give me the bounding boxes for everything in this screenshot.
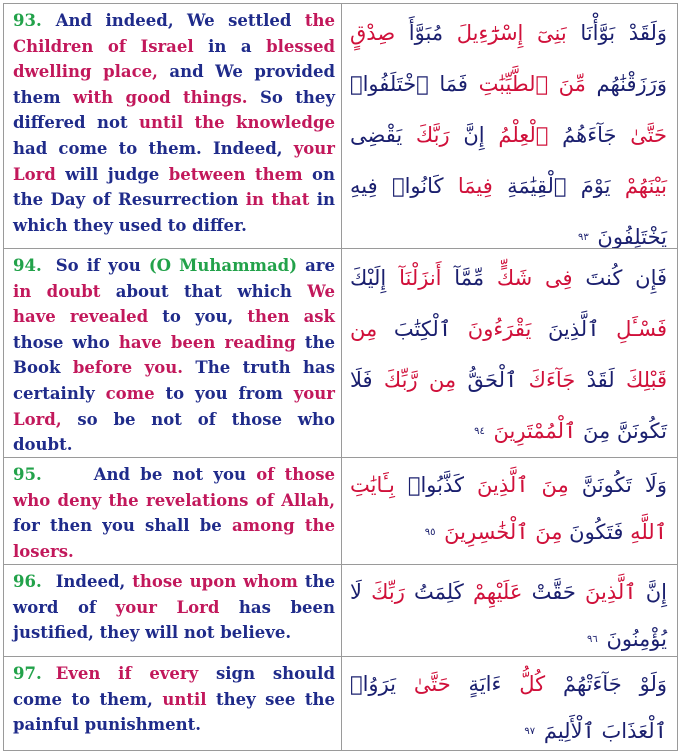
arabic-segment: لَقَدْ xyxy=(575,368,626,392)
arabic-segment: ٱلَّذِينَ xyxy=(585,580,637,604)
arabic-segment: فَمَا ٱخْتَلَفُوا۟ xyxy=(350,72,479,96)
verse-row-93 xyxy=(3,3,678,249)
arabic-segment: مِن قَبْلِكَ xyxy=(350,317,667,392)
translation-segment: in a xyxy=(193,36,267,56)
arabic-segment: كَذَّبُوا۟ xyxy=(394,473,477,497)
verse-table xyxy=(3,3,678,751)
verse-94-arabic xyxy=(340,249,677,457)
translation-segment: about that which xyxy=(100,281,308,301)
translation-segment: before you. xyxy=(72,358,183,378)
translation-segment: those who xyxy=(13,332,119,352)
translation-segment: The truth has certainly xyxy=(13,358,335,403)
verse-97-arabic xyxy=(340,657,677,750)
translation-segment: to you from xyxy=(154,383,294,403)
arabic-segment: فِيمَا xyxy=(457,174,493,198)
arabic-segment: رَبَّكَ xyxy=(415,123,450,147)
arabic-segment: إِنَّ xyxy=(449,123,499,147)
arabic-segment: فَتَكُونَ xyxy=(562,520,631,544)
translation-segment: for then you shall be xyxy=(13,516,232,536)
arabic-segment: ٱلْعِلْمُ xyxy=(498,123,549,147)
translation-segment: your Lord xyxy=(115,597,220,617)
translation-segment: on the Day of Resurrection xyxy=(13,164,336,210)
verse-97-translation xyxy=(4,657,342,750)
arabic-segment: فَلَا تَكُونَنَّ مِنَ xyxy=(350,368,667,443)
arabic-segment: رَبِّكَ xyxy=(371,580,405,604)
verse-number: 96. xyxy=(13,572,42,591)
arabic-segment: مِّنَ ٱلطَّيِّبَٰتِ xyxy=(478,72,586,96)
arabic-segment: مِّمَّآ xyxy=(441,266,497,290)
translation-segment: blessed dwelling place, xyxy=(13,36,335,82)
verse-96-translation xyxy=(4,565,342,656)
verse-number: 95. xyxy=(13,465,42,484)
arabic-segment: ءَايَةٍ xyxy=(450,672,520,696)
arabic-segment: مِنَ ٱلْخَٰسِرِينَ xyxy=(444,520,563,544)
arabic-segment: يَقْضِى xyxy=(350,123,416,147)
arabic-segment: مُبَوَّأَ xyxy=(395,21,457,45)
translation-segment: the word of xyxy=(13,572,335,617)
translation-segment: Indeed, xyxy=(55,572,133,591)
translation-segment: We have revealed xyxy=(13,281,335,327)
arabic-segment: وَلَوْ جَآءَتْهُمْ xyxy=(545,672,667,696)
arabic-segment: فِى شَكٍّ xyxy=(496,266,573,290)
verse-number: 97. xyxy=(13,664,42,683)
verse-number: 94. xyxy=(13,256,42,275)
translation-segment: the revelations of Allah, xyxy=(108,490,336,510)
translation-segment: will judge xyxy=(55,164,169,184)
translation-segment: have been reading xyxy=(118,332,296,352)
translation-segment: And indeed, xyxy=(55,11,174,30)
ayah-end-marker: ٩٧ xyxy=(524,726,536,737)
arabic-segment: يَرَوُا۟ ٱلْعَذَابَ ٱلْأَلِيمَ xyxy=(350,672,667,743)
verse-row-96 xyxy=(3,564,678,657)
arabic-segment: حَتَّىٰ xyxy=(413,672,451,696)
translation-segment: until xyxy=(162,689,207,709)
translation-segment: So if you xyxy=(55,256,149,275)
verse-96-arabic xyxy=(340,565,677,656)
arabic-segment: إِلَيْكَ xyxy=(350,266,400,290)
arabic-segment: بِـَٔايَٰتِ ٱللَّهِ xyxy=(350,473,667,544)
arabic-segment: يَقْرَءُونَ xyxy=(467,317,532,341)
translation-segment: Even if every xyxy=(55,664,199,683)
translation-segment: And be not you xyxy=(93,465,257,484)
arabic-segment: جَآءَكَ xyxy=(528,368,576,392)
arabic-segment: لَا يُؤْمِنُونَ xyxy=(350,580,667,651)
arabic-segment: وَلَا تَكُونَنَّ xyxy=(568,473,667,497)
arabic-segment: جَآءَهُمُ xyxy=(548,123,631,147)
arabic-segment: أَنزَلْنَآ xyxy=(399,266,442,290)
translation-segment: (O Muhammad) xyxy=(148,256,298,275)
verse-93-arabic xyxy=(340,4,677,248)
verse-number: 93. xyxy=(13,11,42,30)
translation-segment: among the losers. xyxy=(13,516,335,561)
arabic-segment: بَنِىٓ إِسْرَٰٓءِيلَ xyxy=(456,21,567,45)
translation-segment: in which they used to differ. xyxy=(13,190,335,235)
arabic-segment: عَلَيْهِمْ xyxy=(472,580,523,604)
translation-segment: We settled xyxy=(173,11,305,30)
ayah-end-marker: ٩٥ xyxy=(424,527,436,538)
translation-segment: has been justified, they will not believe. xyxy=(13,597,335,643)
arabic-segment: كُلُّ xyxy=(519,672,546,696)
translation-segment: with good things. xyxy=(73,87,248,107)
translation-segment: between them xyxy=(168,164,303,184)
translation-segment xyxy=(101,491,108,510)
arabic-segment: فَإِن كُنتَ xyxy=(572,266,668,290)
arabic-segment: ٱلْمُمْتَرِينَ xyxy=(493,419,577,443)
verse-row-97 xyxy=(3,656,678,751)
verse-row-95 xyxy=(3,457,678,565)
arabic-segment: وَلَقَدْ بَوَّأْنَا xyxy=(566,21,667,45)
translation-segment: in that xyxy=(245,190,310,210)
translation-segment: those upon whom xyxy=(132,572,298,591)
translation-segment: then ask xyxy=(247,307,335,327)
translation-segment: come xyxy=(105,383,155,403)
arabic-segment: حَقَّتْ xyxy=(522,580,586,604)
arabic-segment: كَلِمَتُ xyxy=(404,580,473,604)
translation-segment: your Lord, xyxy=(13,383,335,429)
arabic-segment: فَسْـَٔلِ xyxy=(616,317,667,341)
verse-95-arabic xyxy=(340,458,677,564)
arabic-segment: صِدْقٍ xyxy=(350,21,396,45)
translation-segment: sign should come to them, xyxy=(13,664,335,709)
translation-segment: and We provided them xyxy=(13,62,336,107)
translation-segment: the Book xyxy=(13,332,335,378)
translation-segment: the Children of Israel xyxy=(13,11,335,56)
verse-94-translation xyxy=(4,249,342,457)
arabic-segment: كَانُوا۟ فِيهِ يَخْتَلِفُونَ xyxy=(350,174,667,249)
translation-segment: until the knowledge xyxy=(138,113,336,133)
arabic-segment: وَرَزَقْنَٰهُم xyxy=(585,72,667,96)
translation-segment: of those who deny xyxy=(13,465,335,510)
verse-row-94 xyxy=(3,248,678,458)
translation-segment: your Lord xyxy=(13,138,335,184)
ayah-end-marker: ٩٦ xyxy=(587,634,598,645)
translation-segment: in doubt xyxy=(13,281,101,301)
translation-segment: So they differed not xyxy=(13,87,335,133)
arabic-segment: ٱلْحَقُّ xyxy=(456,368,529,392)
arabic-segment: ٱلْكِتَٰبَ xyxy=(377,317,468,341)
verse-95-translation xyxy=(4,458,342,564)
ayah-end-marker: ٩٣ xyxy=(577,232,589,243)
translation-segment: are xyxy=(297,256,335,275)
arabic-segment: ٱلَّذِينَ xyxy=(531,317,617,341)
arabic-segment: بَيْنَهُمْ xyxy=(624,174,667,198)
translation-segment: to you, xyxy=(148,307,248,327)
arabic-segment: يَوْمَ ٱلْقِيَٰمَةِ xyxy=(492,174,625,198)
arabic-segment: إِنَّ xyxy=(636,580,668,604)
arabic-segment: مِنَ ٱلَّذِينَ xyxy=(477,473,569,497)
verse-93-translation xyxy=(4,4,342,248)
translation-segment: had come to them. Indeed, xyxy=(13,138,294,158)
translation-segment: they see the painful punishment. xyxy=(13,689,335,735)
arabic-segment: حَتَّىٰ xyxy=(630,123,668,147)
translation-segment: so be not of those who doubt. xyxy=(13,409,335,455)
ayah-end-marker: ٩٤ xyxy=(474,426,485,437)
arabic-segment: مِن رَّبِّكَ xyxy=(383,368,457,392)
